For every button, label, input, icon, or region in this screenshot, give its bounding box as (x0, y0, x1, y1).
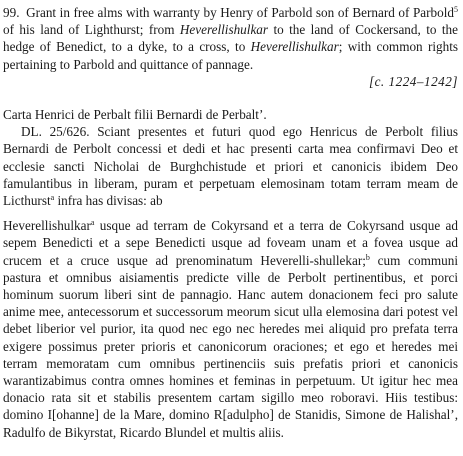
summary-text: ; with common rights pertaining to Parbold and quittance of pannage. (3, 39, 458, 72)
place-name: Heverellishulkar (179, 22, 269, 38)
charter-title: Carta Henrici de Perbalt filii Bernardi de Perbalt’. (3, 107, 267, 123)
entry-number: 99. (3, 5, 20, 20)
charter-text: infra has divisas: ab (54, 193, 163, 209)
charter-paragraph-2 (3, 217, 458, 441)
footnote-marker: a (50, 193, 55, 203)
footnote-marker: 5 (454, 5, 458, 14)
charter-text: Heverellishulkar (3, 218, 91, 234)
place-name: Heverellishulkar (250, 39, 339, 55)
summary-text: Grant in free alms with warranty by Henry of Parbold son of Bernard of Parbold (26, 5, 454, 20)
footnote-marker: b (365, 252, 370, 262)
paragraph-gap (3, 209, 458, 217)
document-page (3, 4, 458, 441)
entry-date: [c. 1224–1242] (368, 73, 458, 89)
charter-text: usque ad terram de Cokyrsand et a terra de Cokyrsand usque ad sepem Benedicti et a sepe Benedicti usque ad foveam unam et a fovea usque ad crucem et a cruce usque ad prenominatum Heverelli-shullekar; (3, 218, 458, 268)
footnote-marker: a (90, 218, 95, 228)
entry-summary (3, 4, 458, 73)
document-reference: DL. 25/626. (21, 124, 90, 140)
summary-text: to the land of Cockersand, to the hedge of Benedict, to a dyke, to a cross, to (3, 22, 459, 55)
summary-text: of his land of Lighthurst; from (3, 22, 180, 38)
charter-text: cum communi pastura et omnibus aisiamentis predicte ville de Perbolt pertinentibus, et porci hominum suorum liberi sint de pannagio. Hanc autem donacionem feci pro salute anime mee, antecessorum et successorum meorum sicut ulla elemosina dari potest vel debet liberior vel purior, ita quod nec ego nec heredes mei aliquid pro prefata terra exigere possimus preter prioris et canonicorum oraciones; et ego et heredes mei terram memoratam cum omnibus pertinenciis suis prefatis priori et canonicis warantizabimus contra omnes homines et feminas in perpetuum. Ut igitur hec mea donacio rata sit et stabilis presentem cartam sigillo meo roboravi. Hiis testibus: domino I[ohanne] de la Mare, domino R[adulpho] de Stanidis, Simone de Halishal’, Radulfo de Bikyrstat, Ricardo Blundel et multis aliis. (3, 252, 458, 440)
charter-text: Sciant presentes et futuri quod ego Henricus de Perbolt filius Bernardi de Perbolt concessi et dedi et hac presenti carta mea confirmavi Deo et ecclesie sancti Nicholai de Burghchistude et priori et canonicis ibidem Deo famulantibus in liberam, puram et perpetuam elemosinam totam terram meam de Licthurst (3, 124, 458, 209)
charter-paragraph-1 (3, 123, 458, 209)
